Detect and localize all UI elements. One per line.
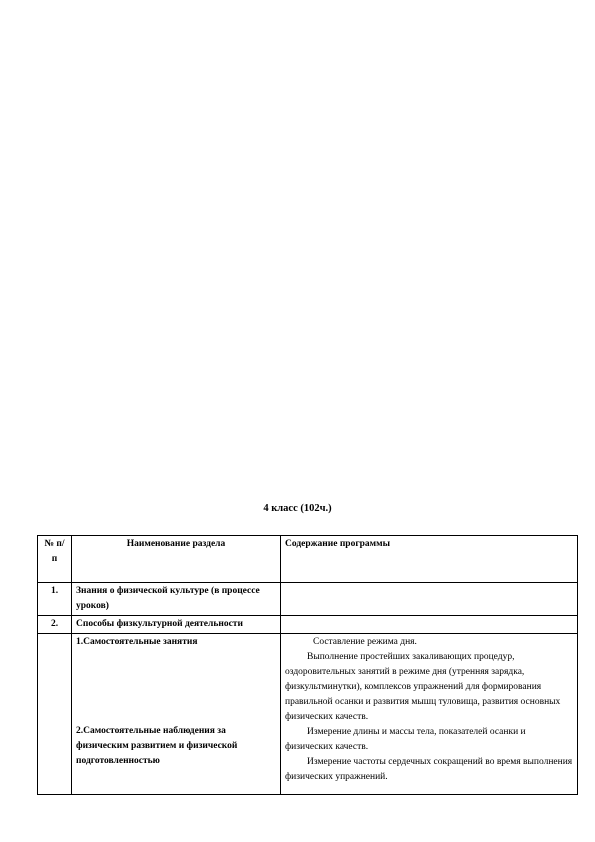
row-content (281, 583, 578, 616)
header-content: Содержание программы (281, 536, 578, 583)
table-row (38, 616, 578, 634)
row-num-empty (38, 634, 72, 795)
header-num: № п/п (38, 536, 72, 583)
subsection-1: 1.Самостоятельные занятия (76, 637, 198, 647)
row-content (281, 616, 578, 634)
content-paragraph: Измерение частоты сердечных сокращений во время выполнения физических упражнений. (285, 757, 573, 782)
header-section: Наименование раздела (72, 536, 281, 583)
content-paragraph: Измерение длины и массы тела, показателей осанки и физических качеств. (285, 727, 526, 752)
subsection-2: 2.Самостоятельные наблюдения за физическим развитием и физической подготовленностью (76, 726, 238, 766)
row-section-detail (72, 634, 281, 795)
row-section: Знания о физической культуре (в процессе уроков) (72, 583, 281, 616)
content-paragraph: Составление режима дня. (313, 637, 417, 647)
table-header-row (38, 536, 578, 583)
row-content-detail (281, 634, 578, 795)
content-paragraph: Выполнение простейших закаливающих процедур, оздоровительных занятий в режиме дня (утренняя зарядка, физкультминутки), комплексов упражнений для формирования правильной осанки и развития мышц туловища, развития основных физических качеств. (285, 652, 561, 722)
table-row-detail (38, 634, 578, 795)
program-table (37, 535, 578, 795)
row-num: 1. (38, 583, 72, 616)
table-row (38, 583, 578, 616)
row-section: Способы физкультурной деятельности (72, 616, 281, 634)
row-num: 2. (38, 616, 72, 634)
page-title: 4 класс (102ч.) (263, 503, 332, 514)
